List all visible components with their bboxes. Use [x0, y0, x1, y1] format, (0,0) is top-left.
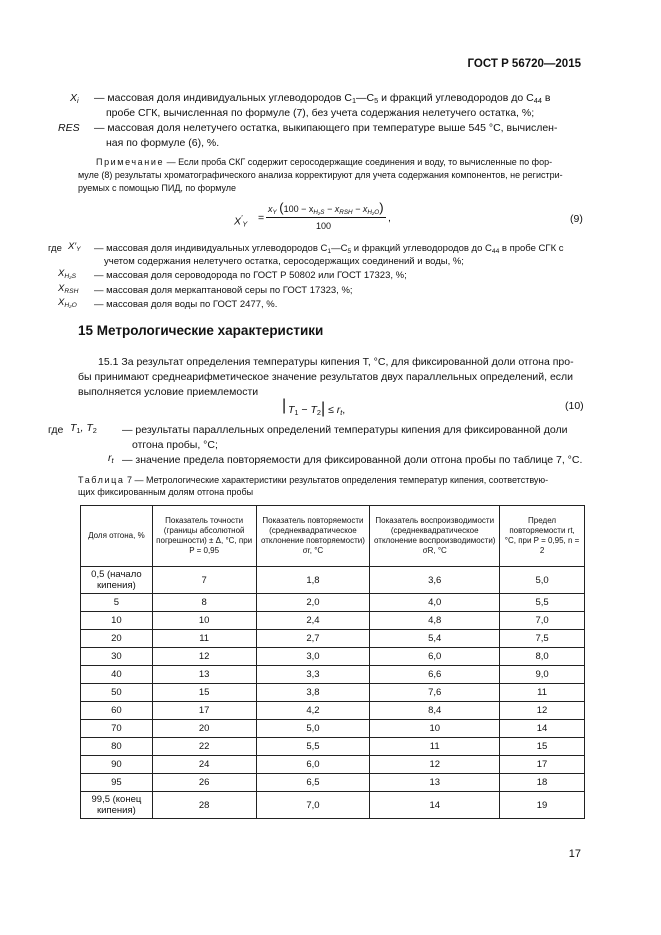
where-label: где — [48, 424, 64, 436]
abs-bar-left: | — [282, 397, 287, 414]
table-row — [81, 792, 585, 819]
table-cell: 11 — [500, 684, 585, 702]
table-cell: 3,3 — [256, 666, 370, 684]
table-cell: 6,0 — [256, 756, 370, 774]
table-header-row — [81, 506, 585, 567]
table-row — [81, 702, 585, 720]
table-cell: 12 — [152, 648, 256, 666]
table-cell: 2,7 — [256, 630, 370, 648]
table-cell: 5,5 — [500, 594, 585, 612]
definition-term: $T_1$, $T_2$ — [70, 422, 97, 435]
table-cell: 70 — [81, 720, 153, 738]
table-cell: 0,5 (начало кипения) — [81, 567, 153, 594]
definition-text: — значение предела повторяемости для фиксированной доли отгона пробы по таблице 7, °С. — [122, 454, 583, 466]
table-cell: 13 — [152, 666, 256, 684]
definition-text-cont: учетом содержания нелетучего остатка, серосодержащих соединений и воды, %; — [104, 256, 464, 267]
definition-term: $r_t$ — [108, 452, 114, 465]
table-cell: 22 — [152, 738, 256, 756]
table-cell: 2,4 — [256, 612, 370, 630]
paragraph-line: 15.1 За результат определения температуры кипения T, °С, для фиксированной доли отгона про- — [98, 356, 574, 368]
note: Примечание — Если проба СКГ содержит серосодержащие соединения и воду, то вычисленные по фор- муле (8) результаты хроматографического анализа корректируют для учета содержания компонентов, не регистри- руемых с помощью ПИД, по формуле — [78, 157, 563, 193]
definition-term: $X_i$ — [70, 92, 79, 105]
table-cell: 12 — [370, 756, 500, 774]
formula-number: (9) — [570, 213, 583, 225]
table-cell: 95 — [81, 774, 153, 792]
table-cell: 26 — [152, 774, 256, 792]
paragraph-line: бы принимают среднеарифметическое значение результатов двух параллельных определений, если — [78, 371, 574, 383]
table-cell: 5,5 — [256, 738, 370, 756]
table-row — [81, 612, 585, 630]
table-cell: 8 — [152, 594, 256, 612]
table-row — [81, 594, 585, 612]
table-cell: 13 — [370, 774, 500, 792]
note-label: Примечание — [96, 157, 165, 167]
table-cell: 4,0 — [370, 594, 500, 612]
table-cell: 14 — [500, 720, 585, 738]
table-cell: 10 — [152, 612, 256, 630]
definition-text-cont: ная по формуле (6), %. — [106, 137, 220, 149]
table-cell: 7,6 — [370, 684, 500, 702]
table-cell: 14 — [370, 792, 500, 819]
table-row — [81, 684, 585, 702]
table-cell: 5,0 — [256, 720, 370, 738]
definition-term: $X'_Y$ — [68, 241, 81, 253]
table-cell: 15 — [500, 738, 585, 756]
table-cell: 11 — [370, 738, 500, 756]
section-title: 15 Метрологические характеристики — [78, 323, 324, 338]
table-row — [81, 720, 585, 738]
table-cell: 3,8 — [256, 684, 370, 702]
definition-text: — массовая доля меркаптановой серы по ГОСТ 17323, %; — [94, 285, 353, 296]
formula-comma: , — [388, 212, 391, 224]
header-cell: Предел повторяемости rt, °С, при P = 0,95, n = 2 — [500, 506, 585, 567]
table-caption: Таблица 7 — Метрологические характеристики результатов определения температур кипения, соответствую- щих фиксированным долям отгона пробы — [78, 475, 549, 497]
header-cell: Доля отгона, % — [81, 506, 153, 567]
table-cell: 4,8 — [370, 612, 500, 630]
formula-lhs: $X'_Y$ — [234, 213, 248, 229]
definition-term: $X_{RSH}$ — [58, 283, 79, 295]
table-cell: 9,0 — [500, 666, 585, 684]
metrology-table — [80, 505, 585, 819]
where-label: где — [48, 243, 62, 254]
table-cell: 11 — [152, 630, 256, 648]
formula-equals: = — [258, 212, 265, 224]
table-row — [81, 738, 585, 756]
formula-expression: $T_1 - T_2| \le r_t$, — [288, 400, 346, 417]
definition-text: — массовая доля сероводорода по ГОСТ Р 50802 или ГОСТ 17323, %; — [94, 270, 407, 281]
formula-denominator: 100 — [316, 221, 332, 231]
table-cell: 6,0 — [370, 648, 500, 666]
table-row — [81, 756, 585, 774]
table-cell: 3,6 — [370, 567, 500, 594]
definition-term: $X_{H_2O}$ — [58, 297, 77, 309]
table-cell: 17 — [500, 756, 585, 774]
table-cell: 4,2 — [256, 702, 370, 720]
table-cell: 30 — [81, 648, 153, 666]
header-cell: Показатель воспроизводимости (среднеквадратическое отклонение воспроизводимости) σR, °С — [370, 506, 500, 567]
definition-text-cont: пробе СГК, вычисленная по формуле (7), без учета содержания нелетучего остатка, %; — [106, 107, 535, 119]
definition-text-cont: отгона пробы, °С; — [132, 439, 218, 451]
standard-designation: ГОСТ Р 56720—2015 — [467, 58, 581, 70]
table-cell: 12 — [500, 702, 585, 720]
table-cell: 5,0 — [500, 567, 585, 594]
definition-text: — массовая доля нелетучего остатка, выкипающего при температуре выше 545 °С, вычислен- — [94, 122, 558, 134]
definition-text: — результаты параллельных определений температуры кипения для фиксированной доли — [122, 424, 568, 436]
table-cell: 10 — [81, 612, 153, 630]
table-cell: 60 — [81, 702, 153, 720]
header-cell: Показатель повторяемости (среднеквадратическое отклонение повторяемости) σr, °С — [256, 506, 370, 567]
page-number: 17 — [568, 848, 581, 860]
table-cell: 10 — [370, 720, 500, 738]
table-cell: 7,5 — [500, 630, 585, 648]
table-cell: 7,0 — [500, 612, 585, 630]
table-cell: 15 — [152, 684, 256, 702]
table-cell: 17 — [152, 702, 256, 720]
table-cell: 6,6 — [370, 666, 500, 684]
table-cell: 24 — [152, 756, 256, 774]
table-cell: 40 — [81, 666, 153, 684]
paragraph-line: выполняется условие приемлемости — [78, 386, 259, 398]
table-cell: 19 — [500, 792, 585, 819]
table-row — [81, 648, 585, 666]
table-cell: 7,0 — [256, 792, 370, 819]
definition-term: RES — [58, 122, 80, 134]
table-row — [81, 630, 585, 648]
table-cell: 8,0 — [500, 648, 585, 666]
definition-text: — массовая доля индивидуальных углеводородов $С_1—С_5$ и фракций углеводородов до $С_{44}$ в пробе СГК с — [94, 243, 564, 255]
table-cell: 1,8 — [256, 567, 370, 594]
table-row — [81, 774, 585, 792]
table-cell: 50 — [81, 684, 153, 702]
table-cell: 20 — [152, 720, 256, 738]
table-cell: 99,5 (конец кипения) — [81, 792, 153, 819]
table-row — [81, 666, 585, 684]
table-cell: 2,0 — [256, 594, 370, 612]
fraction-line — [266, 217, 386, 218]
definition-text: — массовая доля воды по ГОСТ 2477, %. — [94, 299, 278, 310]
definition-term: $X_{H_2S}$ — [58, 268, 77, 280]
table-cell: 3,0 — [256, 648, 370, 666]
table-cell: 5,4 — [370, 630, 500, 648]
table-cell: 7 — [152, 567, 256, 594]
formula-numerator: $x_Y$ $(100 - x_{H_2S} - x_{RSH} - x_{H_2O})$ — [268, 200, 384, 216]
caption-label: Таблица — [78, 475, 125, 485]
table-cell: 20 — [81, 630, 153, 648]
table-cell: 80 — [81, 738, 153, 756]
definition-text: — массовая доля индивидуальных углеводородов $С_1—С_5$ и фракций углеводородов до $С_{44}$ в — [94, 92, 551, 105]
table-cell: 18 — [500, 774, 585, 792]
table-cell: 90 — [81, 756, 153, 774]
table-cell: 8,4 — [370, 702, 500, 720]
header-cell: Показатель точности (границы абсолютной погрешности) ± Δ, °С, при P = 0,95 — [152, 506, 256, 567]
table-cell: 5 — [81, 594, 153, 612]
table-cell: 6,5 — [256, 774, 370, 792]
formula-number: (10) — [565, 400, 584, 412]
table-row — [81, 567, 585, 594]
table-cell: 28 — [152, 792, 256, 819]
